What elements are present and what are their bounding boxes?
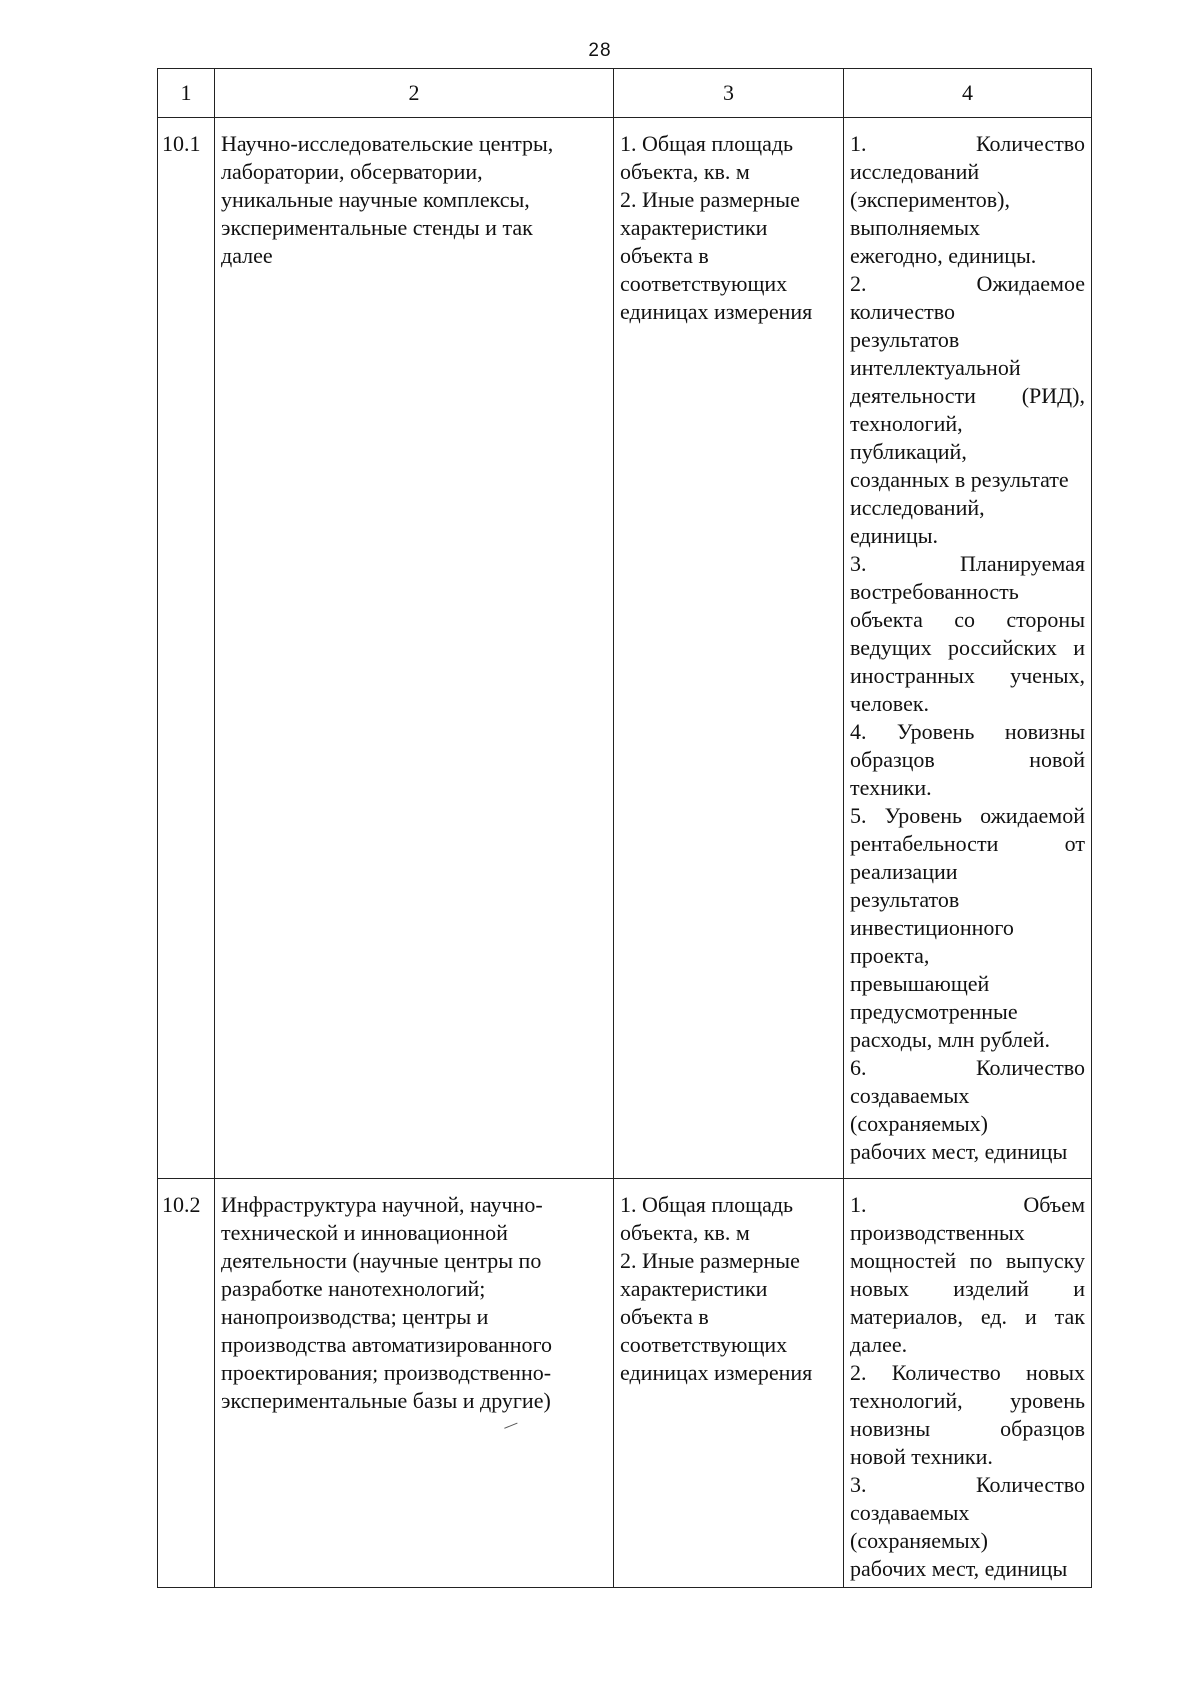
text-line: интеллектуальной [850,355,1021,380]
text-line: 1. Общая площадь [620,1192,794,1217]
text-line: ведущих российских и [850,635,1085,660]
text-line: 3. Планируемая [850,551,1085,576]
text-line: превышающей [850,971,990,996]
text-line: производства автоматизированного [221,1332,552,1357]
text-line: 3. Количество [850,1472,1085,1497]
text-line: объекта в [620,1304,709,1329]
size-characteristics-cell [614,118,844,1179]
text-line: создаваемых [850,1500,970,1525]
text-line: деятельности (научные центры по [221,1248,542,1273]
text-line: технической и инновационной [221,1220,508,1245]
text-line: мощностей по выпуску [850,1248,1085,1273]
column-header-2: 2 [215,69,614,118]
table-row [158,118,1092,1179]
text-line: иностранных ученых, [850,663,1085,688]
text-line: исследований [850,159,980,184]
text-line: 1. Объем [850,1192,1085,1217]
table-header-row [158,69,1092,118]
text-line: ежегодно, единицы. [850,243,1037,268]
column-header-3: 3 [614,69,844,118]
text-line: деятельности (РИД), [850,383,1085,408]
text-line: результатов [850,327,960,352]
text-line: (экспериментов), [850,187,1010,212]
indicators-cell [844,1179,1092,1588]
text-line: (сохраняемых) [850,1111,988,1136]
text-line: материалов, ед. и так [850,1304,1085,1329]
object-type-cell [215,118,614,1179]
text-line: технологий, [850,411,963,436]
text-line: 4. Уровень новизны [850,719,1085,744]
text-line: востребованность [850,579,1019,604]
text-line: единицы. [850,523,939,548]
text-line: создаваемых [850,1083,970,1108]
page-number: 28 [588,40,612,61]
row-number: 10.2 [158,1179,215,1588]
text-line: экспериментальные базы и другие) [221,1388,551,1413]
text-line: 2. Иные размерные [620,187,800,212]
text-line: объекта со стороны [850,607,1085,632]
text-line: (сохраняемых) [850,1528,988,1553]
text-line: расходы, млн рублей. [850,1027,1050,1052]
text-line: уникальные научные комплексы, [221,187,530,212]
text-line: характеристики [620,215,768,240]
text-line: новизны образцов [850,1416,1085,1441]
text-line: 6. Количество [850,1055,1085,1080]
row-number: 10.1 [158,118,215,1179]
text-line: экспериментальные стенды и так [221,215,533,240]
text-line: 1. Общая площадь [620,131,794,156]
text-line: человек. [850,691,930,716]
text-line: производственных [850,1220,1025,1245]
text-line: нанопроизводства; центры и [221,1304,489,1329]
text-line: техники. [850,775,932,800]
text-line: рабочих мест, единицы [850,1556,1068,1581]
object-type-cell [215,1179,614,1588]
text-line: 2. Ожидаемое [850,271,1085,296]
text-line: образцов новой [850,747,1085,772]
text-line: единицах измерения [620,299,813,324]
indicators-cell [844,118,1092,1179]
text-line: лаборатории, обсерватории, [221,159,483,184]
text-line: исследований, [850,495,985,520]
text-line: соответствующих [620,1332,788,1357]
text-line: результатов [850,887,960,912]
text-line: новых изделий и [850,1276,1085,1301]
text-line: объекта, кв. м [620,159,750,184]
text-line: предусмотренные [850,999,1018,1024]
text-line: проектирования; производственно- [221,1360,552,1385]
text-line: объекта, кв. м [620,1220,750,1245]
text-line: объекта в [620,243,709,268]
text-line: 2. Количество новых [850,1360,1085,1385]
column-header-4: 4 [844,69,1092,118]
text-line: технологий, уровень [850,1388,1085,1413]
text-line: выполняемых [850,215,980,240]
indicators-table [157,68,1092,1588]
text-line: далее [221,243,273,268]
text-line: разработке нанотехнологий; [221,1276,486,1301]
text-line: проекта, [850,943,930,968]
text-line: реализации [850,859,958,884]
table-row [158,1179,1092,1588]
text-line: Инфраструктура научной, научно- [221,1192,543,1217]
text-line: далее. [850,1332,908,1357]
text-line: характеристики [620,1276,768,1301]
column-header-1: 1 [158,69,215,118]
size-characteristics-cell [614,1179,844,1588]
text-line: единицах измерения [620,1360,813,1385]
text-line: рентабельности от [850,831,1085,856]
text-line: 1. Количество [850,131,1085,156]
text-line: Научно-исследовательские центры, [221,131,554,156]
text-line: рабочих мест, единицы [850,1139,1068,1164]
text-line: 2. Иные размерные [620,1248,800,1273]
text-line: публикаций, [850,439,967,464]
text-line: количество [850,299,956,324]
text-line: созданных в результате [850,467,1069,492]
text-line: соответствующих [620,271,788,296]
text-line: 5. Уровень ожидаемой [850,803,1085,828]
text-line: новой техники. [850,1444,993,1469]
text-line: инвестиционного [850,915,1014,940]
